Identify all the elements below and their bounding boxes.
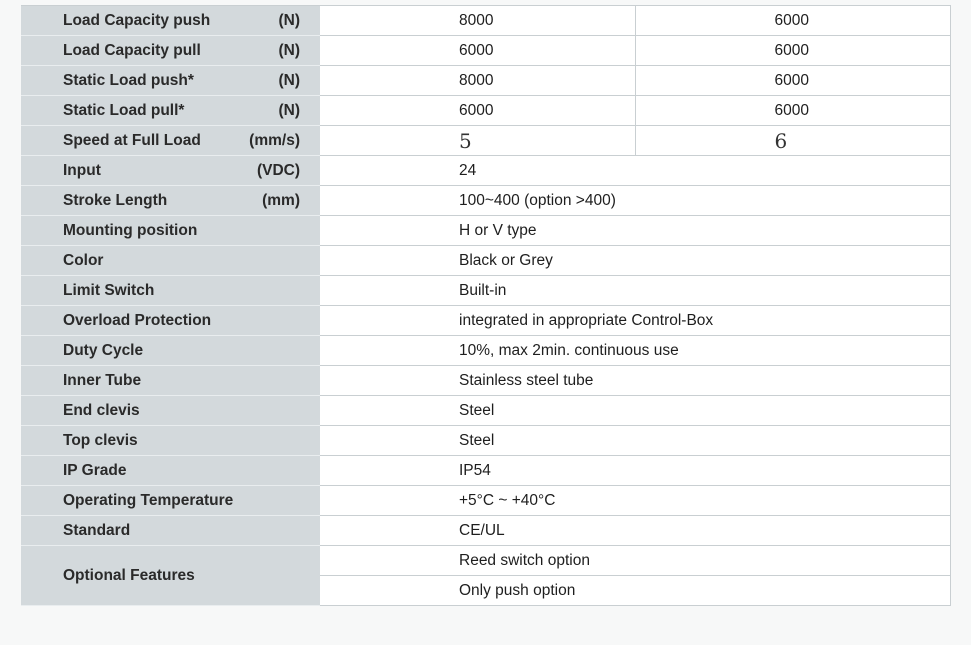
row-value: 10%, max 2min. continuous use (320, 336, 950, 366)
table-row (21, 336, 950, 366)
row-label: Inner Tube (21, 366, 320, 396)
row-label: Top clevis (21, 426, 320, 456)
table-row (21, 546, 950, 576)
table-row (21, 366, 950, 396)
table-row (21, 66, 950, 96)
table-row (21, 246, 950, 276)
row-value: integrated in appropriate Control-Box (320, 306, 950, 336)
table-row (21, 456, 950, 486)
row-value: Only push option (320, 576, 950, 606)
table-row (21, 126, 950, 156)
row-label: End clevis (21, 396, 320, 426)
row-value: Black or Grey (320, 246, 950, 276)
row-value-2: 6000 (635, 6, 950, 36)
row-value: Reed switch option (320, 546, 950, 576)
row-label: Static Load pull* (N) (21, 96, 320, 126)
row-value: Built-in (320, 276, 950, 306)
row-value-1: 6000 (320, 36, 635, 66)
row-value: +5°C ~ +40°C (320, 486, 950, 516)
row-label: Duty Cycle (21, 336, 320, 366)
row-label: Overload Protection (21, 306, 320, 336)
row-value-1: 8000 (320, 66, 635, 96)
table-row (21, 156, 950, 186)
row-value-2: 6000 (635, 96, 950, 126)
row-label: Stroke Length (mm) (21, 186, 320, 216)
table-row (21, 396, 950, 426)
table-row (21, 306, 950, 336)
row-label: Input (VDC) (21, 156, 320, 186)
row-label: Operating Temperature (21, 486, 320, 516)
row-label: IP Grade (21, 456, 320, 486)
table-row (21, 96, 950, 126)
spec-table-body (21, 6, 950, 606)
row-value-1: 5 (320, 126, 635, 156)
row-label: Limit Switch (21, 276, 320, 306)
row-label: Load Capacity pull (N) (21, 36, 320, 66)
table-row (21, 216, 950, 246)
row-label: Color (21, 246, 320, 276)
row-label: Static Load push* (N) (21, 66, 320, 96)
spec-table (21, 5, 951, 606)
table-row (21, 426, 950, 456)
table-row (21, 36, 950, 66)
table-row (21, 186, 950, 216)
table-row (21, 6, 950, 36)
table-row (21, 516, 950, 546)
table-row (21, 486, 950, 516)
row-value-1: 6000 (320, 96, 635, 126)
row-value-2: 6 (635, 126, 950, 156)
row-label: Standard (21, 516, 320, 546)
row-label: Speed at Full Load (mm/s) (21, 126, 320, 156)
row-label: Load Capacity push (N) (21, 6, 320, 36)
row-value: CE/UL (320, 516, 950, 546)
row-value: Steel (320, 426, 950, 456)
row-value: 100~400 (option >400) (320, 186, 950, 216)
row-value: IP54 (320, 456, 950, 486)
row-value-2: 6000 (635, 36, 950, 66)
row-value-1: 8000 (320, 6, 635, 36)
row-value: 24 (320, 156, 950, 186)
row-value: Steel (320, 396, 950, 426)
row-label: Mounting position (21, 216, 320, 246)
row-value: Stainless steel tube (320, 366, 950, 396)
row-label: Optional Features (21, 546, 320, 606)
table-row (21, 276, 950, 306)
row-value: H or V type (320, 216, 950, 246)
row-value-2: 6000 (635, 66, 950, 96)
